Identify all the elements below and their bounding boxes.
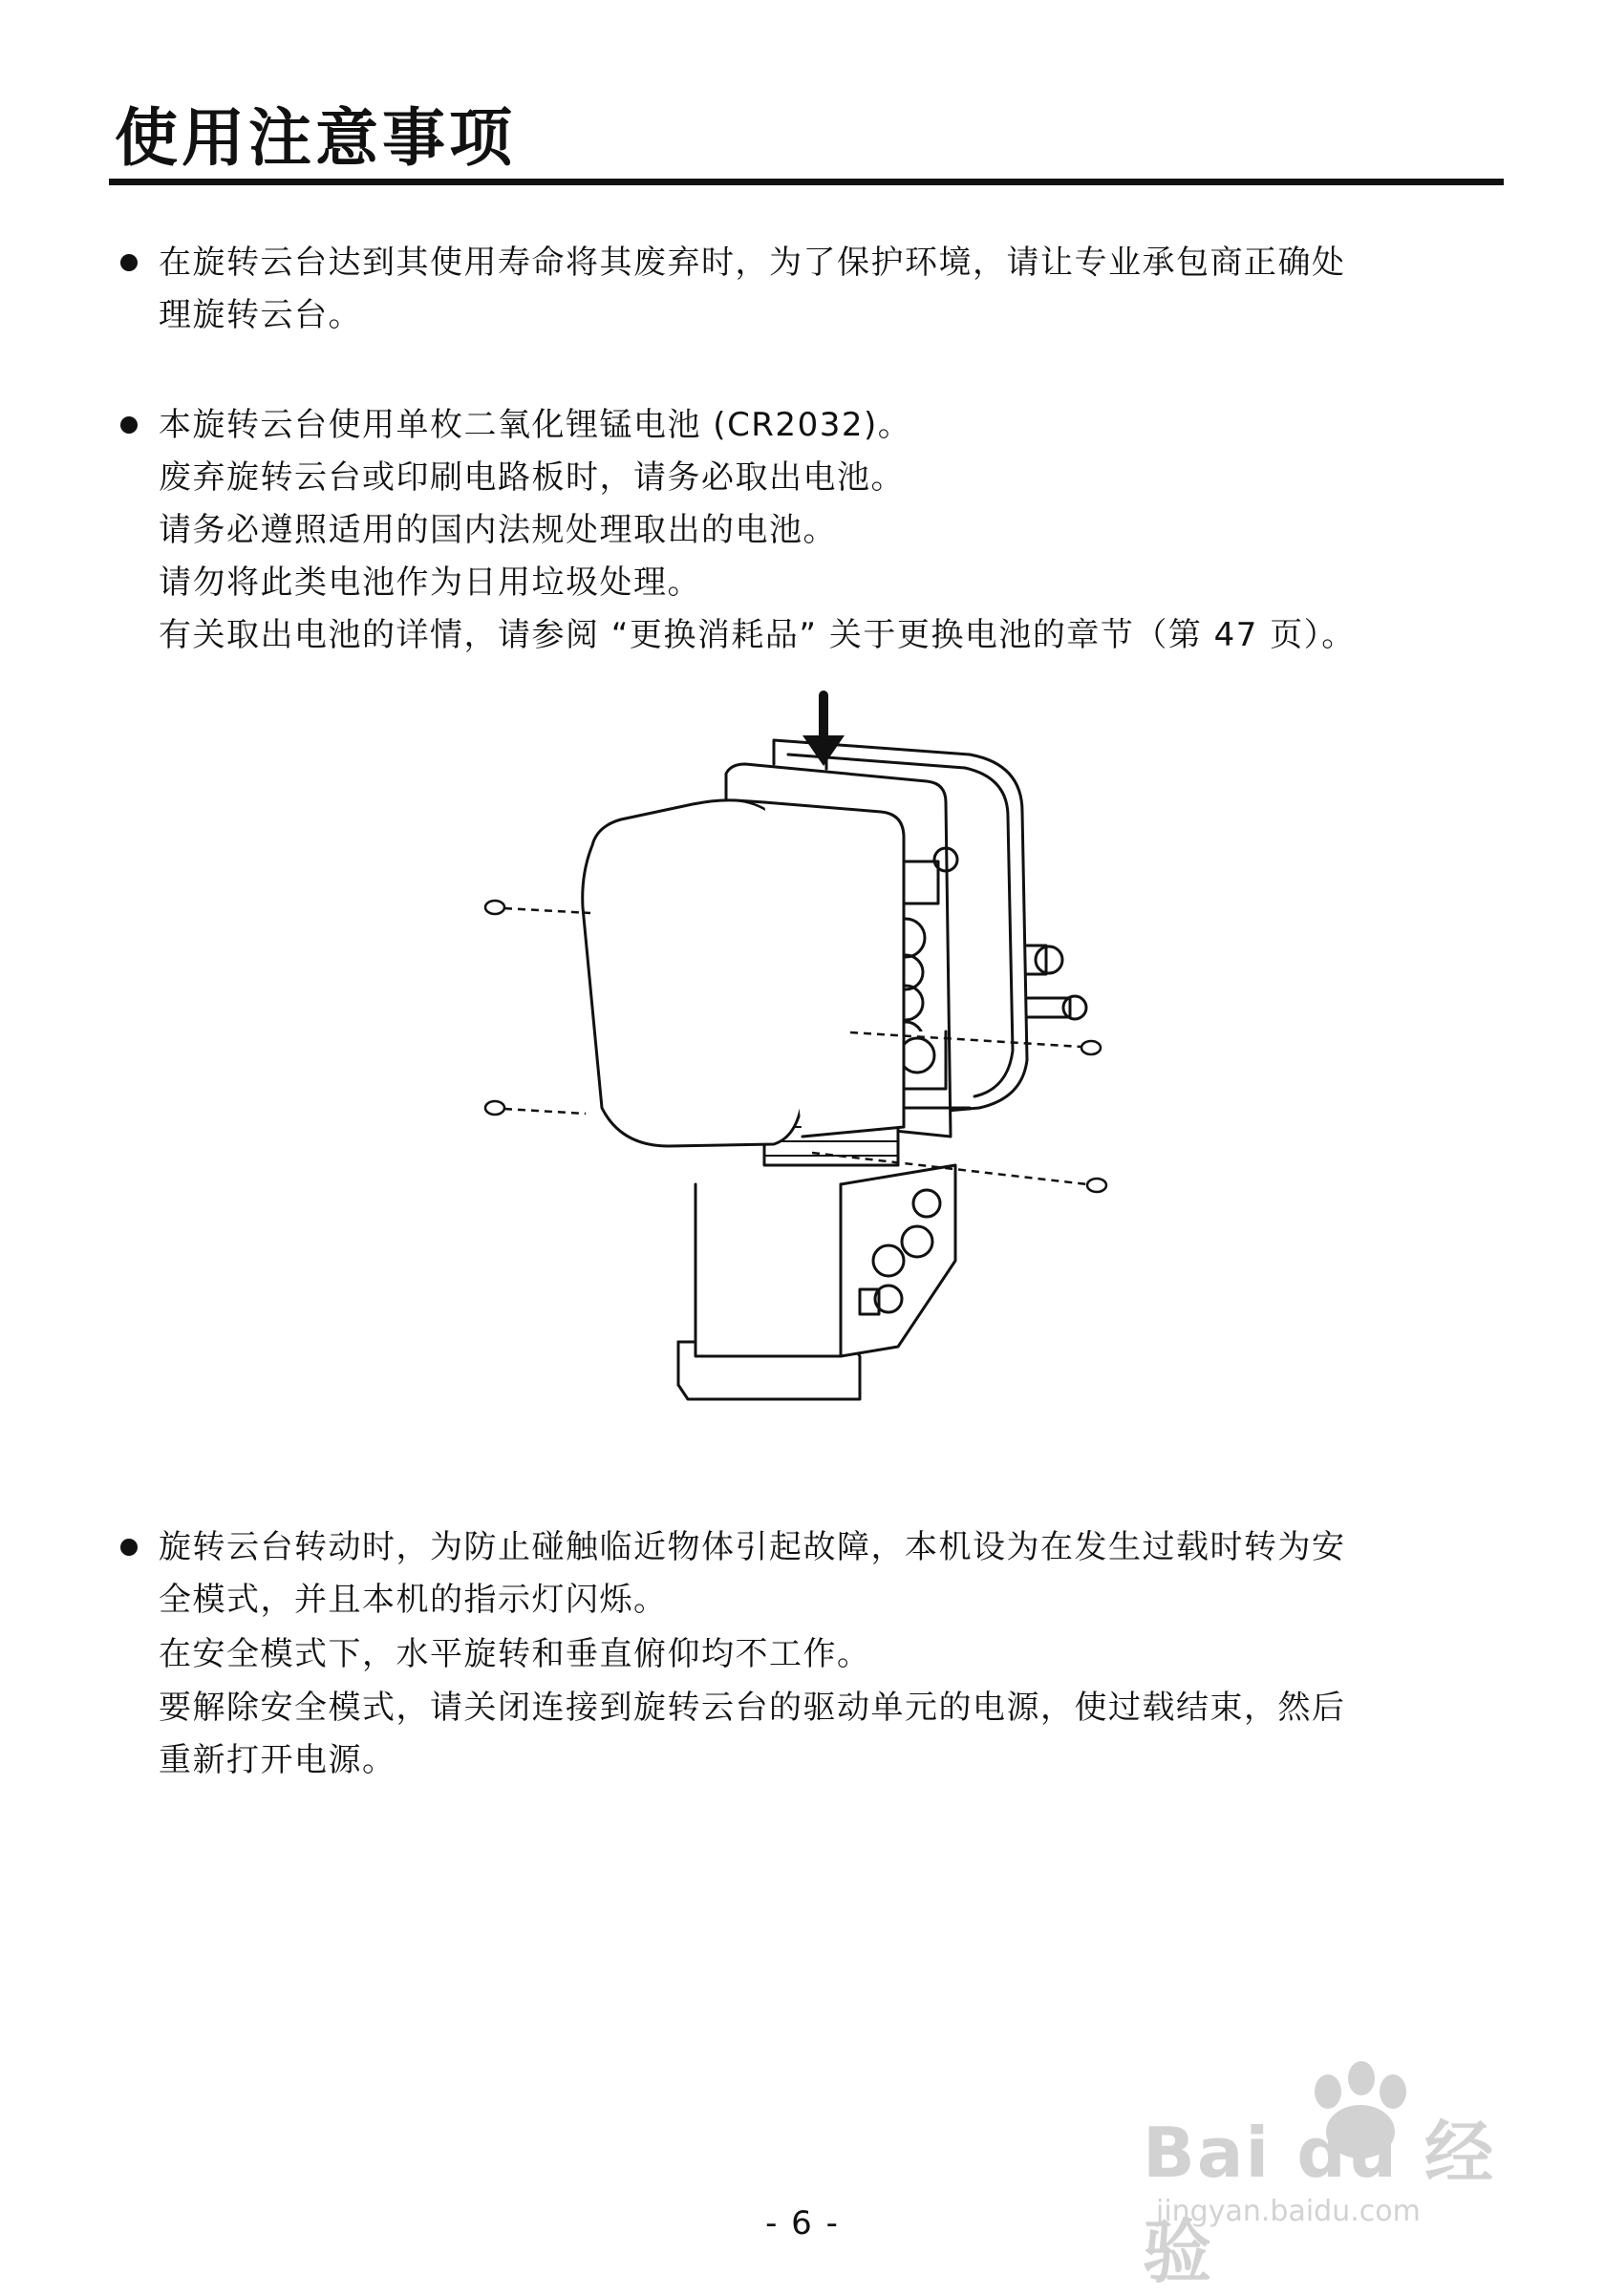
watermark-logo: Bai du 经验 — [1143, 2113, 1496, 2292]
text-line: 在安全模式下，水平旋转和垂直俯仰均不工作。 — [159, 1635, 871, 1673]
text-line: 在旋转云台达到其使用寿命将其废弃时，为了保护环境，请让专业承包商正确处 — [159, 244, 1346, 282]
bullet-dot — [120, 1539, 138, 1556]
text-line: 旋转云台转动时，为防止碰触临近物体引起故障，本机设为在发生过载时转为安 — [159, 1528, 1346, 1566]
text-line: 本旋转云台使用单枚二氧化锂锰电池 (CR2032)。 — [159, 406, 912, 444]
text-line: 请务必遵照适用的国内法规处理取出的电池。 — [159, 511, 837, 549]
text-line: 请勿将此类电池作为日用垃圾处理。 — [159, 563, 701, 602]
text-line: 理旋转云台。 — [159, 296, 362, 334]
title-rule — [109, 179, 1504, 185]
page-title: 使用注意事项 — [115, 101, 516, 175]
text-line: 全模式，并且本机的指示灯闪烁。 — [159, 1581, 668, 1619]
watermark-url: jingyan.baidu.com — [1156, 2195, 1421, 2228]
text-line: 要解除安全模式，请关闭连接到旋转云台的驱动单元的电源，使过载结束，然后 — [159, 1689, 1346, 1727]
text-line: 废弃旋转云台或印刷电路板时，请务必取出电池。 — [159, 458, 905, 497]
bullet-dot — [120, 416, 138, 434]
page-number: - 6 - — [765, 2204, 840, 2243]
pan-tilt-head-illustration — [449, 688, 1137, 1452]
bullet-dot — [120, 254, 138, 271]
text-line: 有关取出电池的详情，请参阅 “更换消耗品” 关于更换电池的章节（第 47 页）。 — [159, 616, 1356, 654]
text-line: 重新打开电源。 — [159, 1741, 396, 1779]
